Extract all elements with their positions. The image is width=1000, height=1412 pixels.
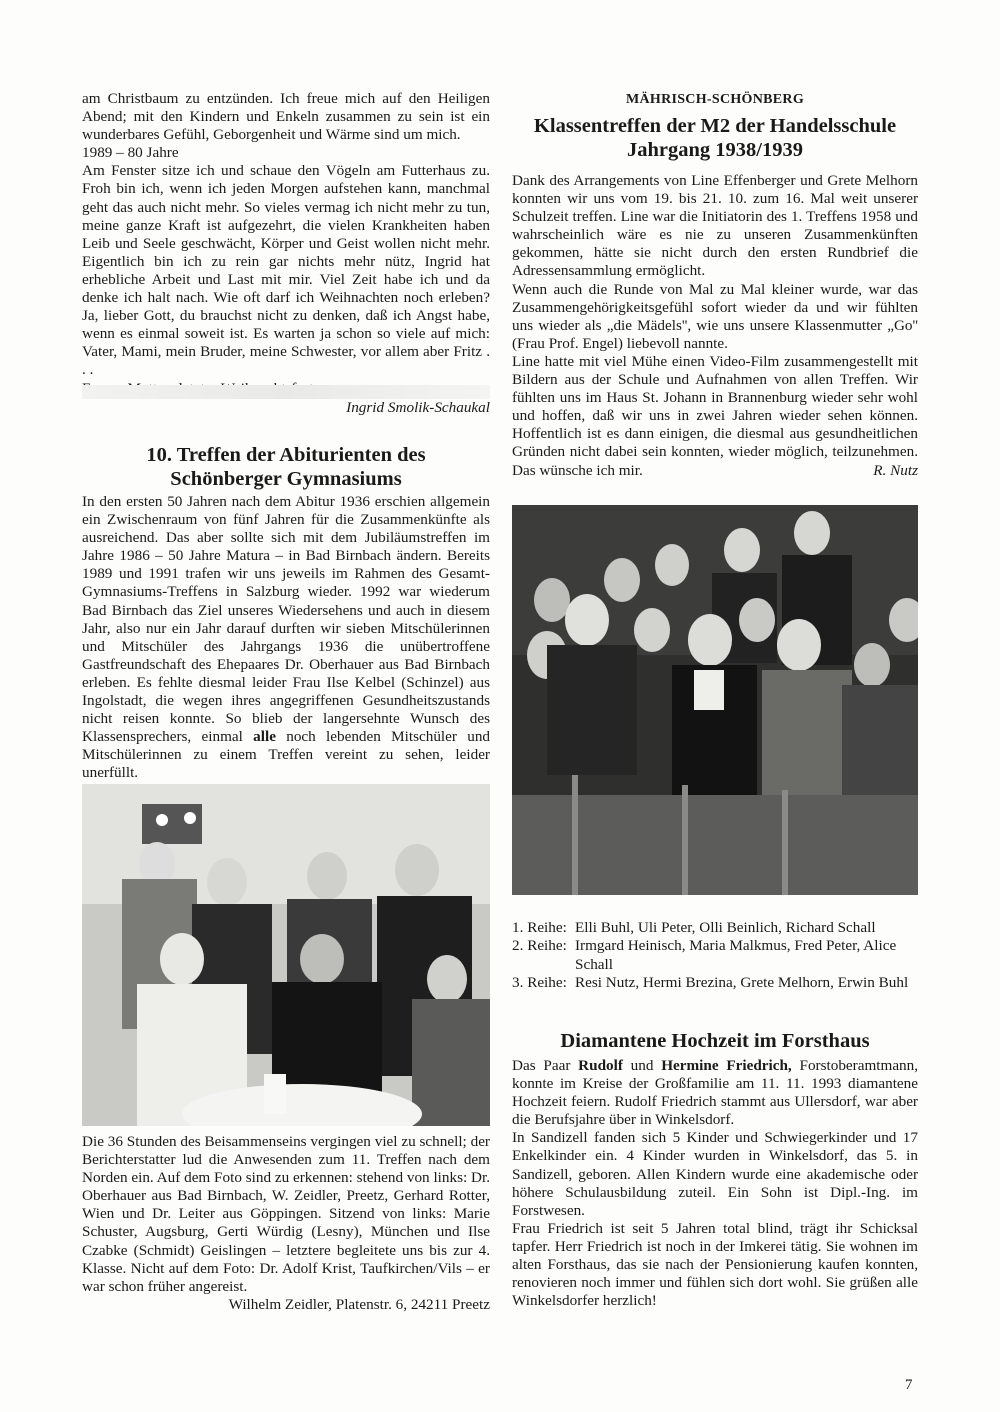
text: und: [630, 1057, 654, 1074]
photo-caption: Die 36 Stunden des Beisammenseins vergingen viel zu schnell; der Berichterstatter lud die Anwesenden zum 11. Treffen nach dem Norden ein. Auf dem Foto sind zu erkennen: stehend von links: Dr. Oberhauer aus Bad Birnbach, W. Zeidler, Preetz, Gerhard Rotter, Wien und Dr. Leiter aus Göppingen. Sitzend von links: Marie Schuster, Augsburg, Gerti Würdig (Lesny), München und Ilse Czabke (Schmidt) Geislingen – letztere begleitete uns bis zur 4. Klasse. Nicht auf dem Foto: Dr. Adolf Krist, Taufkirchen/Vils – er war schon früher angereist.: [82, 1133, 490, 1295]
bold-name: Rudolf: [578, 1057, 623, 1074]
left-article: [82, 90, 490, 417]
paragraph: [512, 1057, 918, 1129]
paragraph: am Christbaum zu entzünden. Ich freue mich auf den Heiligen Abend; mit den Kindern und Enkeln zusammen zu sein ist ein wunderbares Gefühl, Geborgenheit und Wärme sind um mich.: [82, 90, 490, 144]
group-photo-klassentreffen: [512, 505, 918, 895]
photo-rows-caption: [512, 919, 918, 993]
body-text: noch lebenden Mitschüler und Mitschülerinnen zu einem Treffen vereint zu sehen, leider unerfüllt.: [82, 728, 491, 782]
article-title-line2: Schönberger Gymnasiums: [170, 468, 402, 490]
paragraph: 1989 – 80 Jahre: [82, 144, 179, 162]
bold-name: Hermine Friedrich,: [661, 1057, 792, 1074]
row-names: Elli Buhl, Uli Peter, Olli Beinlich, Richard Schall: [575, 919, 876, 936]
paragraph: Am Fenster sitze ich und schaue den Vögeln am Futterhaus zu. Froh bin ich, wenn ich jeden Morgen aufstehen kann, manchmal geht das auch nicht mehr. So vieles vermag ich nicht mehr zu tun, meine ganze Kraft ist aufgezehrt, die vielen Krankheiten haben Leib und Seele geschwächt, Körper und Geist wollen nicht mehr. Eigentlich bin ich zu rein gar nichts mehr nütz, Ingrid hat erhebliche Arbeit und Last mit mir. Viel Zeit habe ich und da denke ich halt nach. Wie oft darf ich Weihnachten noch erleben? Ja, lieber Gott, du brauchst nicht zu denken, daß ich Angst habe, wenn es einmal soweit ist. Es warten ja schon so viele auf mich: Vater, Mami, mein Bruder, meine Schwester, vor allem aber Fritz . . .: [82, 162, 490, 379]
caption-row: [512, 919, 918, 937]
row-label: 1. Reihe:: [512, 919, 567, 936]
author-signature: Wilhelm Zeidler, Platenstr. 6, 24211 Preetz: [228, 1295, 490, 1313]
caption-row: [512, 974, 918, 992]
klassentreffen-article: [512, 92, 918, 480]
page-number: 7: [905, 1377, 913, 1393]
paragraph: Dank des Arrangements von Line Effenberger und Grete Melhorn konnten wir uns vom 19. bis 21. 10. zum 16. Mal weit unserer Schulzeit treffen. Line war die Initiatorin des 1. Treffens 1958 und wahrscheinlich wäre es nie zu unseren Zusammenkünften gekommen, hätte sie nicht durch den ersten Rundbrief die Adressensammlung ermöglicht.: [512, 172, 918, 280]
paragraph: [512, 353, 918, 480]
paragraph: Frau Friedrich ist seit 5 Jahren total blind, trägt ihr Schicksal tapfer. Herr Friedrich ist noch in der Imkerei tätig. Sie wohnen im alten Forsthaus, das sie nach der Pensionierung kaufen konnten, renovieren noch immer und fühlen sich dort wohl. Sie grüßen alle Winkelsdorfer herzlich!: [512, 1219, 918, 1310]
article-title-line2: Jahrgang 1938/1939: [627, 139, 803, 161]
row-names: Irmgard Heinisch, Maria Malkmus, Fred Peter, Alice Schall: [575, 937, 897, 973]
body-text: In den ersten 50 Jahren nach dem Abitur 1936 erschien allgemein ein Zwischenraum von fünf Jahren für die Zusammenkünfte als ausreichend. Das aber sollte sich mit dem Jubiläumstreffen im Jahre 1986 – 50 Jahre Matura – in Bad Birnbach ändern. Bereits 1989 und 1991 trafen wir uns jeweils im Rahmen des Gesamt-Gymnasiums-Treffens in Salzburg wieder. 1992 war wiederum Bad Birnbach das Ziel unseres Wiedersehens und auch in diesem Jahr, also nur ein Jahr darauf durften wir sieben Mitschülerinnen und Mitschüler des Jahrgangs 1936 die unübertroffene Gastfreundschaft des Ehepaares Dr. Oberhauer aus Bad Birnbach erleben. Es fehlte diesmal leider Frau Ilse Kelbel (Schinzel) aus Ingolstadt, die wegen ihres angegriffenen Gesundheitszustands nicht reisen konnte. So blieb der langersehnte Wunsch des Klassensprechers, einmal: [82, 493, 490, 746]
paragraph: In Sandizell fanden sich 5 Kinder und Schwiegerkinder und 17 Enkelkinder ein. 4 Kinder wurden in Winkelsdorf, das 5. in Sandizell, geboren. Allen Kindern wurde eine akademische oder höhere Schulausbildung zuteil. Ein Sohn ist Dipl.-Ing. im Forstwesen.: [512, 1129, 918, 1219]
hochzeit-article: [512, 1029, 918, 1310]
paragraph-text: Line hatte mit viel Mühe einen Video-Film zusammengestellt mit Bildern aus der Schule und Aufnahmen von allen Treffen. Wir fühlten uns im Haus St. Johann in Brannenburg wieder sehr wohl und hoffen, daß wir uns in zwei Jahren wieder sehen können. Hoffentlich ist es dann einigen, die diesmal aus gesundheitlichen Gründen nicht dabei sein konnten, wieder möglich, teilzunehmen. Das wünsche ich mir.: [512, 352, 918, 479]
row-label: 3. Reihe:: [512, 974, 567, 992]
text: Das Paar: [512, 1057, 571, 1074]
author-signature: Ingrid Smolik-Schaukal: [346, 398, 490, 416]
article-title-line1: 10. Treffen der Abiturienten des: [146, 444, 426, 466]
bold-word: alle: [253, 728, 276, 746]
caption-row: [512, 937, 918, 974]
article-title-line1: Klassentreffen der M2 der Handelsschule: [533, 115, 897, 137]
text: Forstoberamtmann, konnte im Kreise der Großfamilie am 11. 11. 1993 diamantene Hochzeit feiern. Rudolf Friedrich stammt aus Ullersdorf, war aber die Berufsjahre über in Winkelsdorf.: [512, 1057, 919, 1129]
row-label: 2. Reihe:: [512, 937, 567, 955]
article-title: Diamantene Hochzeit im Forsthaus: [560, 1030, 870, 1052]
author-signature: R. Nutz: [873, 461, 918, 479]
group-photo-abiturienten: [82, 784, 490, 1126]
section-divider: [82, 385, 490, 399]
article-kicker: MÄHRISCH-SCHÖNBERG: [625, 92, 805, 107]
paragraph: Wenn auch die Runde von Mal zu Mal kleiner wurde, war das Zusammengehörigkeitsgefühl sofort wieder da und wir fühlten uns wieder als „die Mädels'', wie uns unsere Klassenmutter „Go'' (Frau Prof. Engel) liebevoll nannte.: [512, 280, 918, 352]
article-body: [82, 493, 490, 783]
abiturienten-caption-block: [82, 1133, 490, 1314]
abiturienten-article: [82, 443, 490, 783]
row-names: Resi Nutz, Hermi Brezina, Grete Melhorn, Erwin Buhl: [575, 974, 909, 992]
